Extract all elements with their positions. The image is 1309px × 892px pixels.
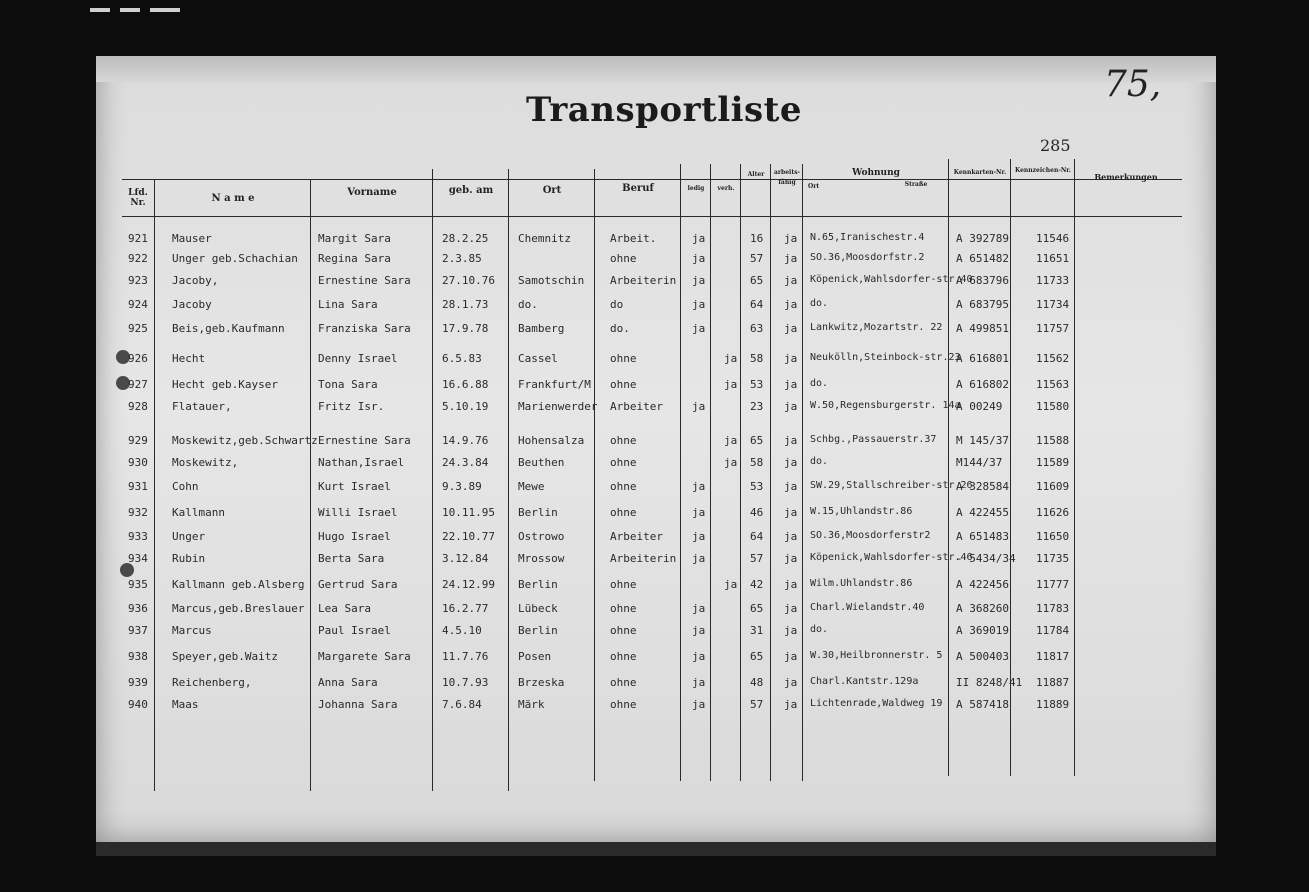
cell-wohnung: SO.36,Moosdorferstr2 xyxy=(810,530,931,541)
cell-kennkarte: A 500403 xyxy=(956,650,1009,663)
cell-name: Jacoby, xyxy=(172,274,219,287)
cell-lfd-nr: 937 xyxy=(128,624,148,637)
cell-kennzeichen: 11546 xyxy=(1036,232,1070,245)
cell-kennzeichen: 11777 xyxy=(1036,578,1070,591)
cell-beruf: Arbeiterin xyxy=(610,552,677,565)
header-name: N a m e xyxy=(211,193,255,204)
cell-wohnung: W.30,Heilbronnerstr. 5 xyxy=(810,650,943,661)
film-bottom-strip xyxy=(96,842,1216,856)
table-top-line xyxy=(122,179,1182,180)
cell-lfd-nr: 939 xyxy=(128,676,148,689)
cell-wohnung: do. xyxy=(810,456,829,467)
cell-kennzeichen: 11889 xyxy=(1036,698,1070,711)
cell-name: Unger xyxy=(172,530,206,543)
cell-arbeitsfaehig: ja xyxy=(784,552,798,565)
cell-name: Cohn xyxy=(172,480,199,493)
cell-kennzeichen: 11562 xyxy=(1036,352,1070,365)
cell-kennzeichen: 11609 xyxy=(1036,480,1070,493)
cell-beruf: ohne xyxy=(610,506,637,519)
cell-kennzeichen: 11580 xyxy=(1036,400,1070,413)
cell-ledig: ja xyxy=(692,506,706,519)
cell-wohnung: Lichtenrade,Waldweg 19 xyxy=(810,698,943,709)
cell-wohnung: do. xyxy=(810,624,829,635)
cell-ort: Berlin xyxy=(518,506,558,519)
cell-ledig: ja xyxy=(692,252,706,265)
cell-vorname: Regina Sara xyxy=(318,252,391,265)
cell-geb-am: 17.9.78 xyxy=(442,322,489,335)
cell-ort: Frankfurt/M xyxy=(518,378,591,391)
cell-ort: Hohensalza xyxy=(518,434,585,447)
cell-geb-am: 9.3.89 xyxy=(442,480,482,493)
cell-wohnung: W.50,Regensburgerstr. 14a xyxy=(810,400,961,411)
cell-name: Kallmann geb.Alsberg xyxy=(172,578,305,591)
cell-ort: Chemnitz xyxy=(518,232,571,245)
cell-ort: Beuthen xyxy=(518,456,565,469)
header-wohnung-strasse: Straße xyxy=(904,181,928,188)
cell-kennzeichen: 11626 xyxy=(1036,506,1070,519)
cell-name: Moskewitz,geb.Schwartz xyxy=(172,434,318,447)
cell-ledig: ja xyxy=(692,480,706,493)
cell-kennzeichen: 11887 xyxy=(1036,676,1070,689)
cell-geb-am: 14.9.76 xyxy=(442,434,489,447)
table-row xyxy=(96,698,1196,718)
cell-alter: 58 xyxy=(750,352,764,365)
cell-kennzeichen: 11735 xyxy=(1036,552,1070,565)
cell-wohnung: Köpenick,Wahlsdorfer-str.46 xyxy=(810,552,973,563)
cell-wohnung: Wilm.Uhlandstr.86 xyxy=(810,578,913,589)
document-page xyxy=(96,56,1216,842)
cell-kennzeichen: 11588 xyxy=(1036,434,1070,447)
cell-beruf: ohne xyxy=(610,456,637,469)
cell-beruf: ohne xyxy=(610,650,637,663)
cell-kennkarte: II 8248/41 xyxy=(956,676,1023,689)
cell-ort: Märk xyxy=(518,698,545,711)
cell-verh: ja xyxy=(724,456,738,469)
cell-vorname: Ernestine Sara xyxy=(318,434,411,447)
cell-wohnung: Schbg.,Passauerstr.37 xyxy=(810,434,937,445)
cell-beruf: ohne xyxy=(610,676,637,689)
table-row xyxy=(96,252,1196,272)
cell-geb-am: 28.2.25 xyxy=(442,232,489,245)
cell-lfd-nr: 938 xyxy=(128,650,148,663)
cell-vorname: Franziska Sara xyxy=(318,322,411,335)
cell-name: Reichenberg, xyxy=(172,676,252,689)
table-row xyxy=(96,378,1196,398)
cell-verh: ja xyxy=(724,378,738,391)
cell-alter: 53 xyxy=(750,480,764,493)
cell-lfd-nr: 936 xyxy=(128,602,148,615)
cell-wohnung: SO.36,Moosdorfstr.2 xyxy=(810,252,925,263)
header-kennzeichen: Kennzeichen-Nr. xyxy=(1015,167,1071,174)
cell-kennzeichen: 11783 xyxy=(1036,602,1070,615)
cell-verh: ja xyxy=(724,352,738,365)
cell-name: Hecht geb.Kayser xyxy=(172,378,278,391)
cell-arbeitsfaehig: ja xyxy=(784,698,798,711)
page-number: 285 xyxy=(1040,136,1071,155)
header-bemerkungen: Bemerkungen xyxy=(1094,172,1158,182)
cell-geb-am: 16.2.77 xyxy=(442,602,489,615)
cell-arbeitsfaehig: ja xyxy=(784,530,798,543)
cell-ledig: ja xyxy=(692,624,706,637)
cell-vorname: Berta Sara xyxy=(318,552,385,565)
cell-arbeitsfaehig: ja xyxy=(784,322,798,335)
cell-kennzeichen: 11817 xyxy=(1036,650,1070,663)
table-row xyxy=(96,552,1196,572)
header-vorname: Vorname xyxy=(347,187,397,198)
cell-beruf: Arbeiter xyxy=(610,400,663,413)
cell-alter: 31 xyxy=(750,624,764,637)
cell-geb-am: 7.6.84 xyxy=(442,698,482,711)
cell-beruf: Arbeiterin xyxy=(610,274,677,287)
cell-alter: 63 xyxy=(750,322,764,335)
cell-lfd-nr: 928 xyxy=(128,400,148,413)
cell-kennkarte: A 616802 xyxy=(956,378,1009,391)
cell-ledig: ja xyxy=(692,322,706,335)
cell-lfd-nr: 923 xyxy=(128,274,148,287)
cell-wohnung: do. xyxy=(810,378,829,389)
header-lfd-nr: Lfd. Nr. xyxy=(128,188,148,208)
cell-name: Jacoby xyxy=(172,298,212,311)
cell-arbeitsfaehig: ja xyxy=(784,506,798,519)
cell-kennkarte: A 587418 xyxy=(956,698,1009,711)
cell-ort: Posen xyxy=(518,650,552,663)
cell-name: Beis,geb.Kaufmann xyxy=(172,322,285,335)
cell-ort: do. xyxy=(518,298,538,311)
table-row xyxy=(96,676,1196,696)
cell-vorname: Margit Sara xyxy=(318,232,391,245)
cell-arbeitsfaehig: ja xyxy=(784,298,798,311)
cell-alter: 57 xyxy=(750,552,764,565)
cell-ledig: ja xyxy=(692,298,706,311)
cell-ledig: ja xyxy=(692,602,706,615)
cell-vorname: Anna Sara xyxy=(318,676,378,689)
cell-alter: 65 xyxy=(750,434,764,447)
cell-ort: Cassel xyxy=(518,352,558,365)
cell-beruf: ohne xyxy=(610,378,637,391)
cell-kennkarte: M144/37 xyxy=(956,456,1003,469)
cell-verh: ja xyxy=(724,578,738,591)
cell-kennkarte: A 683795 xyxy=(956,298,1009,311)
cell-kennkarte: A 422455 xyxy=(956,506,1009,519)
cell-vorname: Denny Israel xyxy=(318,352,398,365)
cell-alter: 64 xyxy=(750,298,764,311)
cell-name: Kallmann xyxy=(172,506,225,519)
cell-vorname: Hugo Israel xyxy=(318,530,391,543)
cell-name: Hecht xyxy=(172,352,206,365)
cell-beruf: ohne xyxy=(610,252,637,265)
cell-vorname: Johanna Sara xyxy=(318,698,398,711)
cell-kennkarte: A 328584 xyxy=(956,480,1009,493)
cell-lfd-nr: 935 xyxy=(128,578,148,591)
cell-ledig: ja xyxy=(692,400,706,413)
cell-geb-am: 22.10.77 xyxy=(442,530,495,543)
cell-beruf: Arbeit. xyxy=(610,232,657,245)
cell-wohnung: Neukölln,Steinbock-str.23 xyxy=(810,352,961,363)
cell-lfd-nr: 932 xyxy=(128,506,148,519)
cell-geb-am: 11.7.76 xyxy=(442,650,489,663)
cell-arbeitsfaehig: ja xyxy=(784,602,798,615)
cell-kennzeichen: 11784 xyxy=(1036,624,1070,637)
cell-alter: 64 xyxy=(750,530,764,543)
cell-vorname: Ernestine Sara xyxy=(318,274,411,287)
cell-ort: Bamberg xyxy=(518,322,565,335)
cell-name: Marcus xyxy=(172,624,212,637)
page-top-strip xyxy=(96,56,1216,82)
cell-vorname: Fritz Isr. xyxy=(318,400,385,413)
cell-alter: 23 xyxy=(750,400,764,413)
cell-wohnung: Charl.Kantstr.129a xyxy=(810,676,919,687)
cell-name: Mauser xyxy=(172,232,212,245)
cell-kennkarte: A 616801 xyxy=(956,352,1009,365)
cell-arbeitsfaehig: ja xyxy=(784,252,798,265)
header-kennkarten: Kennkarten-Nr. xyxy=(953,169,1007,176)
cell-kennkarte: A 683796 xyxy=(956,274,1009,287)
cell-vorname: Kurt Israel xyxy=(318,480,391,493)
cell-ledig: ja xyxy=(692,232,706,245)
cell-kennkarte: A 651483 xyxy=(956,530,1009,543)
cell-arbeitsfaehig: ja xyxy=(784,400,798,413)
header-wohnung: Wohnung xyxy=(852,168,900,178)
cell-beruf: ohne xyxy=(610,352,637,365)
cell-kennkarte: A 369019 xyxy=(956,624,1009,637)
cell-arbeitsfaehig: ja xyxy=(784,352,798,365)
cell-wohnung: Charl.Wielandstr.40 xyxy=(810,602,925,613)
cell-ledig: ja xyxy=(692,676,706,689)
cell-geb-am: 5.10.19 xyxy=(442,400,489,413)
table-row xyxy=(96,274,1196,294)
cell-wohnung: Lankwitz,Mozartstr. 22 xyxy=(810,322,943,333)
table-header-line xyxy=(122,216,1182,217)
cell-beruf: ohne xyxy=(610,624,637,637)
cell-geb-am: 4.5.10 xyxy=(442,624,482,637)
cell-ledig: ja xyxy=(692,698,706,711)
cell-arbeitsfaehig: ja xyxy=(784,624,798,637)
cell-ort: Samotschin xyxy=(518,274,585,287)
cell-wohnung: N.65,Iranischestr.4 xyxy=(810,232,925,243)
cell-geb-am: 24.12.99 xyxy=(442,578,495,591)
cell-arbeitsfaehig: ja xyxy=(784,232,798,245)
cell-lfd-nr: 931 xyxy=(128,480,148,493)
header-wohnung-ort: Ort xyxy=(808,183,820,190)
cell-geb-am: 10.7.93 xyxy=(442,676,489,689)
table-row xyxy=(96,352,1196,372)
cell-ort: Marienwerder xyxy=(518,400,598,413)
cell-ort: Mewe xyxy=(518,480,545,493)
cell-alter: 16 xyxy=(750,232,764,245)
table-row xyxy=(96,578,1196,598)
cell-lfd-nr: 921 xyxy=(128,232,148,245)
cell-arbeitsfaehig: ja xyxy=(784,578,798,591)
header-arbeitsfaehig: arbeits-fähig xyxy=(774,169,800,186)
cell-geb-am: 24.3.84 xyxy=(442,456,489,469)
table-row xyxy=(96,434,1196,454)
cell-geb-am: 10.11.95 xyxy=(442,506,495,519)
cell-lfd-nr: 927 xyxy=(128,378,148,391)
cell-beruf: ohne xyxy=(610,698,637,711)
cell-vorname: Paul Israel xyxy=(318,624,391,637)
cell-alter: 58 xyxy=(750,456,764,469)
cell-geb-am: 16.6.88 xyxy=(442,378,489,391)
cell-kennkarte: A 651482 xyxy=(956,252,1009,265)
cell-vorname: Lina Sara xyxy=(318,298,378,311)
cell-vorname: Willi Israel xyxy=(318,506,398,519)
cell-ort: Berlin xyxy=(518,624,558,637)
cell-kennkarte: A 422456 xyxy=(956,578,1009,591)
cell-lfd-nr: 922 xyxy=(128,252,148,265)
cell-kennzeichen: 11563 xyxy=(1036,378,1070,391)
cell-ledig: ja xyxy=(692,530,706,543)
cell-arbeitsfaehig: ja xyxy=(784,434,798,447)
cell-alter: 65 xyxy=(750,650,764,663)
table-row xyxy=(96,624,1196,644)
cell-verh: ja xyxy=(724,434,738,447)
cell-lfd-nr: 933 xyxy=(128,530,148,543)
cell-ort: Mrossow xyxy=(518,552,565,565)
cell-beruf: do. xyxy=(610,322,630,335)
header-alter: Alter xyxy=(747,171,765,178)
cell-kennzeichen: 11589 xyxy=(1036,456,1070,469)
table-row xyxy=(96,480,1196,500)
film-edge-marks xyxy=(90,8,190,16)
cell-alter: 48 xyxy=(750,676,764,689)
table-row xyxy=(96,506,1196,526)
cell-beruf: ohne xyxy=(610,480,637,493)
table-row xyxy=(96,232,1196,252)
cell-geb-am: 27.10.76 xyxy=(442,274,495,287)
table-row xyxy=(96,298,1196,318)
cell-vorname: Gertrud Sara xyxy=(318,578,398,591)
cell-lfd-nr: 930 xyxy=(128,456,148,469)
cell-geb-am: 2.3.85 xyxy=(442,252,482,265)
cell-ort: Lübeck xyxy=(518,602,558,615)
header-ort: Ort xyxy=(542,185,562,196)
cell-name: Maas xyxy=(172,698,199,711)
cell-wohnung: W.15,Uhlandstr.86 xyxy=(810,506,913,517)
table-row xyxy=(96,650,1196,670)
table-row xyxy=(96,602,1196,622)
cell-alter: 65 xyxy=(750,602,764,615)
cell-geb-am: 3.12.84 xyxy=(442,552,489,565)
table-row xyxy=(96,530,1196,550)
cell-beruf: ohne xyxy=(610,602,637,615)
cell-alter: 53 xyxy=(750,378,764,391)
cell-kennzeichen: 11757 xyxy=(1036,322,1070,335)
cell-ort: Berlin xyxy=(518,578,558,591)
header-ledig: ledig xyxy=(687,185,705,192)
header-verh: verh. xyxy=(717,185,735,192)
cell-name: Marcus,geb.Breslauer xyxy=(172,602,305,615)
table-row xyxy=(96,456,1196,476)
cell-kennkarte: - 5434/34 xyxy=(956,552,1016,565)
cell-lfd-nr: 924 xyxy=(128,298,148,311)
cell-arbeitsfaehig: ja xyxy=(784,378,798,391)
cell-wohnung: SW.29,Stallschreiber-str.26 xyxy=(810,480,973,491)
cell-wohnung: do. xyxy=(810,298,829,309)
page-title: Transportliste xyxy=(526,90,803,130)
cell-kennzeichen: 11651 xyxy=(1036,252,1070,265)
cell-lfd-nr: 940 xyxy=(128,698,148,711)
cell-ledig: ja xyxy=(692,274,706,287)
cell-lfd-nr: 929 xyxy=(128,434,148,447)
cell-alter: 57 xyxy=(750,698,764,711)
cell-kennzeichen: 11733 xyxy=(1036,274,1070,287)
handwritten-number: 75, xyxy=(1104,64,1162,105)
cell-arbeitsfaehig: ja xyxy=(784,480,798,493)
cell-vorname: Tona Sara xyxy=(318,378,378,391)
cell-lfd-nr: 926 xyxy=(128,352,148,365)
cell-name: Unger geb.Schachian xyxy=(172,252,298,265)
cell-ledig: ja xyxy=(692,552,706,565)
header-geb-am: geb. am xyxy=(448,185,494,196)
cell-lfd-nr: 925 xyxy=(128,322,148,335)
header-beruf: Beruf xyxy=(622,183,654,194)
cell-kennkarte: M 145/37 xyxy=(956,434,1009,447)
cell-beruf: do xyxy=(610,298,624,311)
cell-lfd-nr: 934 xyxy=(128,552,148,565)
cell-beruf: ohne xyxy=(610,434,637,447)
cell-name: Moskewitz, xyxy=(172,456,239,469)
table-row xyxy=(96,322,1196,342)
cell-vorname: Margarete Sara xyxy=(318,650,411,663)
cell-geb-am: 28.1.73 xyxy=(442,298,489,311)
cell-arbeitsfaehig: ja xyxy=(784,676,798,689)
cell-ledig: ja xyxy=(692,650,706,663)
cell-alter: 42 xyxy=(750,578,764,591)
cell-kennkarte: A 392789 xyxy=(956,232,1009,245)
cell-alter: 57 xyxy=(750,252,764,265)
cell-alter: 65 xyxy=(750,274,764,287)
cell-vorname: Lea Sara xyxy=(318,602,371,615)
cell-name: Flatauer, xyxy=(172,400,232,413)
cell-vorname: Nathan,Israel xyxy=(318,456,405,469)
cell-arbeitsfaehig: ja xyxy=(784,456,798,469)
table-row xyxy=(96,400,1196,420)
cell-beruf: Arbeiter xyxy=(610,530,663,543)
cell-geb-am: 6.5.83 xyxy=(442,352,482,365)
cell-ort: Ostrowo xyxy=(518,530,565,543)
cell-name: Speyer,geb.Waitz xyxy=(172,650,278,663)
cell-kennzeichen: 11650 xyxy=(1036,530,1070,543)
cell-name: Rubin xyxy=(172,552,206,565)
cell-kennkarte: A 00249 xyxy=(956,400,1003,413)
cell-ort: Brzeska xyxy=(518,676,565,689)
cell-kennkarte: A 499851 xyxy=(956,322,1009,335)
cell-arbeitsfaehig: ja xyxy=(784,650,798,663)
cell-kennkarte: A 368260 xyxy=(956,602,1009,615)
cell-arbeitsfaehig: ja xyxy=(784,274,798,287)
cell-beruf: ohne xyxy=(610,578,637,591)
cell-alter: 46 xyxy=(750,506,764,519)
cell-kennzeichen: 11734 xyxy=(1036,298,1070,311)
cell-wohnung: Köpenick,Wahlsdorfer-str.40 xyxy=(810,274,973,285)
